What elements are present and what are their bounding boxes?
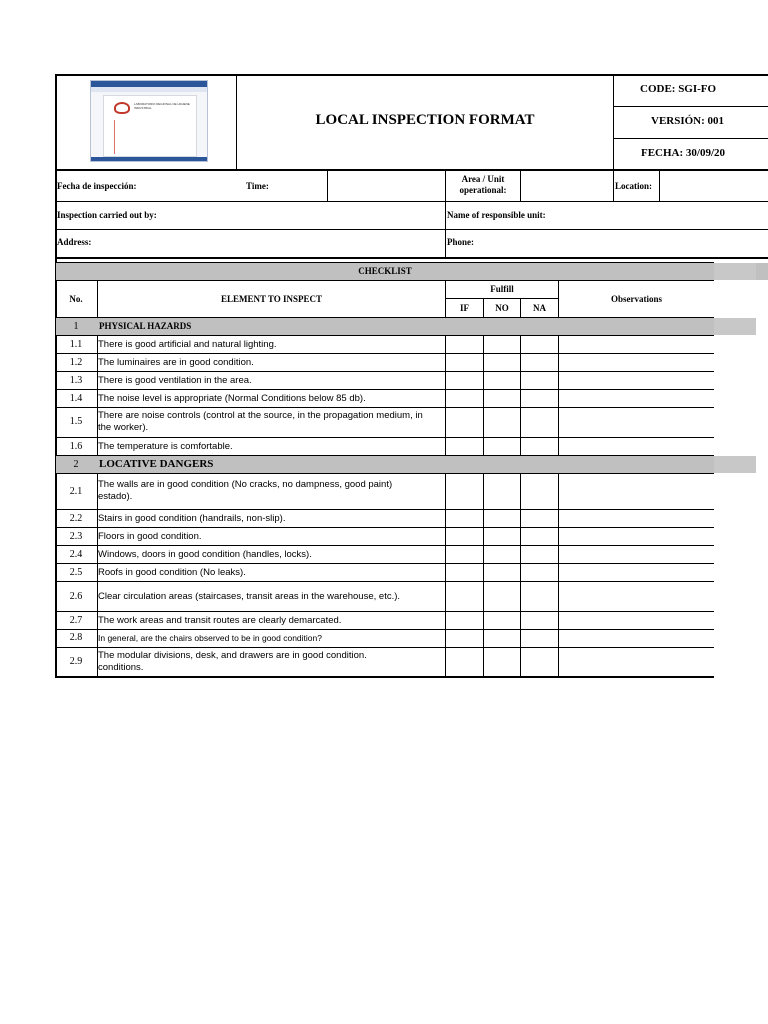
- item-text: Clear circulation areas (staircases, transit areas in the warehouse, etc.).: [98, 591, 401, 602]
- item-number: 2.8: [69, 632, 83, 643]
- answer-cells-area[interactable]: [446, 336, 714, 676]
- item-text: The luminaires are in good condition.: [98, 357, 254, 368]
- item-number: 2.6: [69, 591, 83, 602]
- item-number: 2.4: [69, 549, 83, 560]
- item-number: 1.5: [69, 416, 83, 427]
- checklist-title: CHECKLIST: [358, 266, 412, 276]
- item-text: The temperature is comfortable.: [98, 441, 233, 452]
- location-field[interactable]: [660, 171, 768, 201]
- item-number: 1.6: [69, 441, 83, 452]
- item-text: There is good artificial and natural lighting.: [98, 339, 277, 350]
- item-text: Floors in good condition.: [98, 531, 202, 542]
- item-text: There are noise controls (control at the source, in the propagation medium, in the worker).: [98, 410, 423, 433]
- document-thumbnail: [90, 80, 208, 162]
- item-number: 1.4: [69, 393, 83, 404]
- doc-code: CODE: SGI-FO: [640, 83, 717, 95]
- phone-label: Phone:: [447, 237, 474, 247]
- responsible-unit-label: Name of responsible unit:: [447, 210, 546, 220]
- item-text: The walls are in good condition (No cracks, no dampness, good paint) estado).: [98, 479, 393, 502]
- section-number: 2: [73, 459, 79, 470]
- item-number: 2.3: [69, 531, 83, 542]
- item-number: 2.9: [69, 656, 83, 667]
- col-element-header: ELEMENT TO INSPECT: [220, 294, 323, 304]
- page-title: LOCAL INSPECTION FORMAT: [315, 112, 535, 128]
- item-text: The modular divisions, desk, and drawers are in good condition. conditions.: [98, 650, 367, 673]
- col-na-header: NA: [533, 303, 546, 313]
- section-title: LOCATIVE DANGERS: [99, 458, 214, 470]
- col-no-answer-header: NO: [495, 303, 509, 313]
- section-number: 1: [73, 321, 79, 332]
- inspection-date-label: Fecha de inspección:: [57, 181, 137, 191]
- item-text: There is good ventilation in the area.: [98, 375, 252, 386]
- item-text: Roofs in good condition (No leaks).: [98, 567, 246, 578]
- area-label-line1: Area / Unit: [461, 174, 505, 184]
- col-observations-header: Observations: [610, 294, 662, 304]
- item-text: The work areas and transit routes are clearly demarcated.: [98, 615, 342, 626]
- item-number: 1.2: [69, 357, 83, 368]
- logo-text: LABORATORIO REGIONAL DE HIGIENE INDUSTRIAL: [134, 102, 190, 110]
- item-text: In general, are the chairs observed to be in good condition?: [98, 633, 322, 643]
- doc-version: VERSIÓN: 001: [651, 115, 725, 127]
- col-if-header: IF: [460, 303, 469, 313]
- item-number: 1.3: [69, 375, 83, 386]
- address-label: Address:: [57, 237, 92, 247]
- time-label: Time:: [246, 181, 269, 191]
- item-text: Windows, doors in good condition (handles, locks).: [98, 549, 312, 560]
- logo-icon: [114, 102, 130, 114]
- doc-date: FECHA: 30/09/20: [641, 147, 726, 159]
- location-label: Location:: [615, 181, 652, 191]
- item-number: 2.5: [69, 567, 83, 578]
- col-no-header: No.: [69, 294, 83, 304]
- col-fulfill-header: Fulfill: [490, 284, 514, 294]
- area-label-line2: operational:: [459, 185, 507, 195]
- section-title: PHYSICAL HAZARDS: [99, 321, 192, 331]
- time-field[interactable]: [328, 171, 445, 201]
- inspector-label: Inspection carried out by:: [57, 210, 157, 220]
- item-number: 1.1: [69, 339, 83, 350]
- item-number: 2.2: [69, 513, 83, 524]
- area-field[interactable]: [521, 171, 613, 201]
- item-number: 2.7: [69, 615, 83, 626]
- item-text: The noise level is appropriate (Normal Conditions below 85 db).: [98, 393, 366, 404]
- item-text: Stairs in good condition (handrails, non-slip).: [98, 513, 286, 524]
- item-number: 2.1: [69, 486, 83, 497]
